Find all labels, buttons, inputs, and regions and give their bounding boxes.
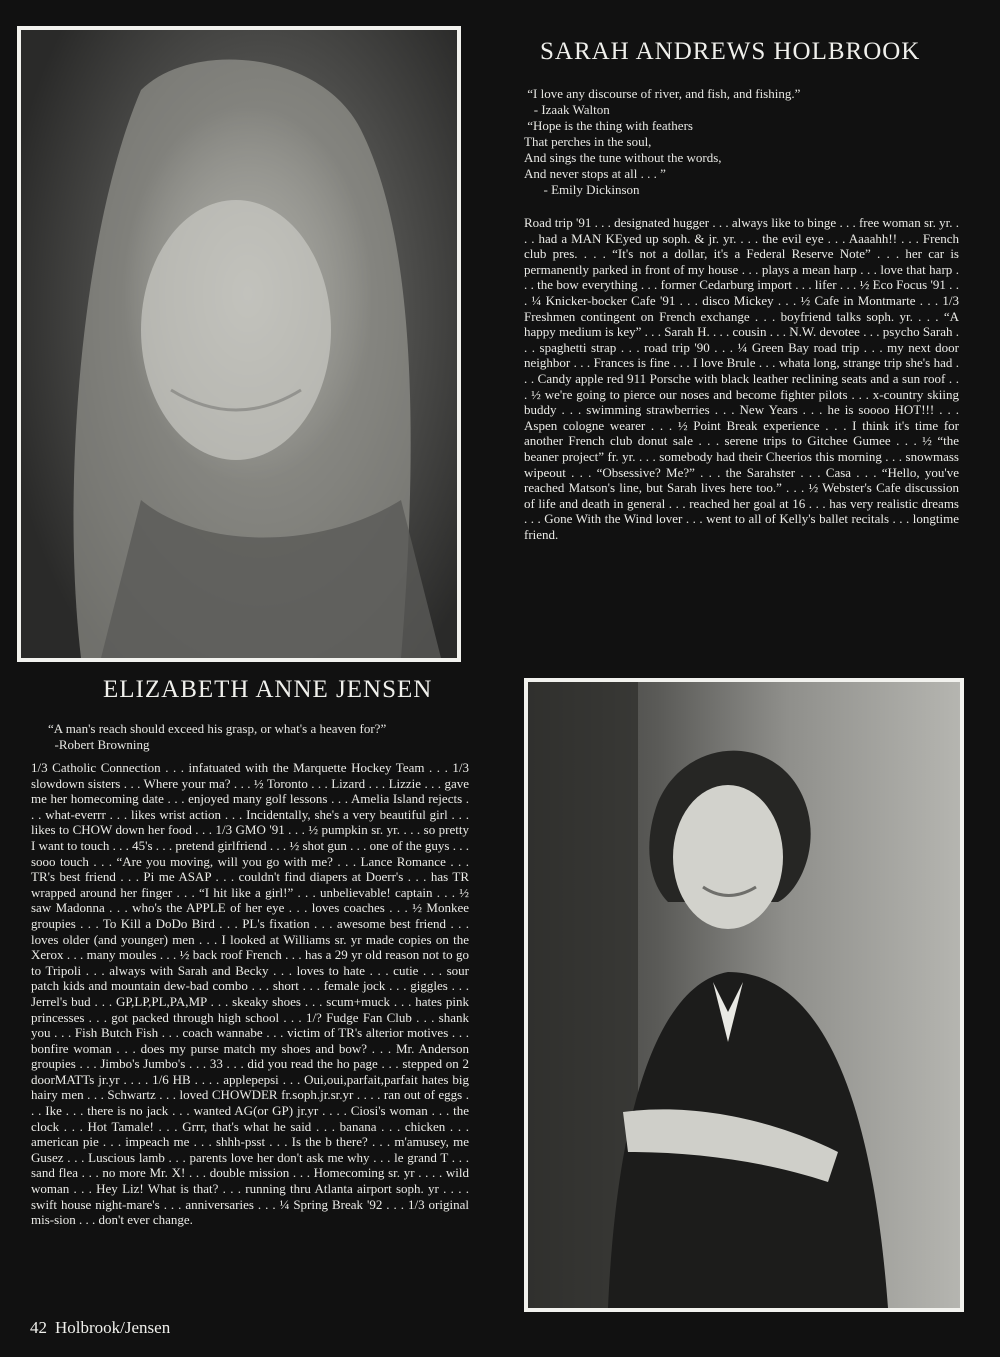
footer-names: Holbrook/Jensen (55, 1318, 171, 1337)
portrait-jensen-figure (528, 682, 960, 1308)
quote-line: And never stops at all . . . ” (524, 166, 666, 181)
name-heading-jensen: ELIZABETH ANNE JENSEN (103, 676, 433, 703)
bio-text-jensen: 1/3 Catholic Connection . . . infatuated with the Marquette Hockey Team . . . 1/3 slowdown sisters . . . Where your ma? . . . ½ Toronto . . . Lizard . . . Lizzie . . . gave me her homecoming date . . . enjoyed many golf lessons . . . Amelia Island rejects . . . what-everrr . . . likes wrist action . . . Incidentally, she's a very beautiful girl . . . likes to CHOW down her food . . . 1/3 GMO '91 . . . ½ pumpkin sr. yr. . . . so pretty I want to touch . . . 45's . . . pretend girlfriend . . . ½ shot gun . . . one of the guys . . . sooo touch . . . “Are you moving, will you go with me? . . . Lance Romance . . . TR's best friend . . . Pi me ASAP . . . couldn't find diapers at Doerr's . . . has TR wrapped around her finger . . . “I hit like a girl!” . . . unbelievable! captain . . . ½ saw Madonna . . . who's the APPLE of her eye . . . loves coaches . . . ½ Monkee groupies . . . To Kill a DoDo Bird . . . PL's fixation . . . awesome best friend . . . loves older (and younger) men . . . I looked at Williams sr. yr made copies on the Xerox . . . many moules . . . ½ back roof French . . . has a 29 yr old reason not to go to Tripoli . . . always with Sarah and Becky . . . loves to hate . . . cutie . . . sour patch kids and mountain dew-bad combo . . . short . . . female jock . . . giggles . . . Jerrel's bud . . . GP,LP,PL,PA,MP . . . skeaky shoes . . . scum+muck . . . hates pink princesses . . . got packed through high school . . . 1/? Fudge Fan Club . . . shank you . . . Fish Butch Fish . . . coach wannabe . . . victim of TR's alterior motives . . . bonfire woman . . . does my purse match my shoes and bow? . . . Mr. Anderson groupies . . . Jimbo's Jumbo's . . . 33 . . . did you read the ho page . . . stepped on 2 doorMATTs jr.yr . . . . 1/6 HB . . . . applepepsi . . . Oui,oui,parfait,parfait hates big hairy men . . . Schwartz . . . loved CHOWDER fr.soph.jr.sr.yr . . . . ran out of eggs . . . Ike . . . there is no jack . . . wanted AG(or GP) jr.yr . . . . Ciosi's woman . . . the clock . . . Hot Tamale! . . . Grrr, that's what he said . . . banana . . . chicken . . . american pie . . . impeach me . . . shhh-psst . . . Is the b there? . . . m'amusey, me Gusez . . . Luscious lamb . . . parents love her don't ask me why . . . le grand T . . . sand flea . . . no more Mr. X! . . . double mission . . . Homecoming sr. yr . . . . wild woman . . . Hey Liz! What is that? . . . running thru Atlanta airport soph. yr . . . . swift house night-mare's . . . anniversaries . . . ¼ Spring Break '92 . . . 1/3 original mis-sion . . . don't ever change. (31, 760, 469, 1228)
quote-line: - Izaak Walton (524, 102, 610, 117)
page-footer (30, 1318, 178, 1338)
quote-line: “A man's reach should exceed his grasp, or what's a heaven for?” (48, 721, 387, 736)
quote-line: -Robert Browning (48, 737, 150, 752)
quote-line: And sings the tune without the words, (524, 150, 722, 165)
quote-line: - Emily Dickinson (524, 182, 640, 197)
page-number: 42 (30, 1318, 47, 1337)
quote-block-jensen (48, 721, 386, 753)
portrait-photo-holbrook (17, 26, 461, 662)
quote-block-holbrook (524, 86, 800, 198)
quote-line: That perches in the soul, (524, 134, 652, 149)
portrait-photo-jensen (524, 678, 964, 1312)
name-heading-holbrook: SARAH ANDREWS HOLBROOK (540, 38, 921, 65)
portrait-holbrook-figure (21, 30, 457, 658)
bio-text-holbrook: Road trip '91 . . . designated hugger . . . always like to binge . . . free woman sr. yr. . . . had a MAN KEyed up soph. & jr. yr. . . . the evil eye . . . Aaaahh!! . . . French club pres. . . . “It's not a dollar, it's a Federal Reserve Note” . . . her car is permanently parked in front of my house . . . plays a mean harp . . . love that harp . . . the bow everything . . . former Cedarburg import . . . lifer . . . ½ Eco Focus '91 . . . ¼ Knicker-bocker Cafe '91 . . . disco Mickey . . . ½ Cafe in Montmarte . . . 1/3 Freshmen contingent on French exchange . . . boyfriend talks soph. yr. . . . “A happy medium is key” . . . Sarah H. . . . cousin . . . N.W. devotee . . . psycho Sarah . . . spaghetti strap . . . road trip '90 . . . ¼ Green Bay road trip . . . my next door neighbor . . . Frances is fine . . . I love Brule . . . whata long, strange trip she's had . . . Candy apple red 911 Porsche with black leather reclining seats and a sun roof . . . ½ we're going to pierce our noses and become fighter pilots . . . x-country skiing buddy . . . swimming strawberries . . . New Years . . . he is soooo HOT!!! . . . Aspen cologne wearer . . . ½ Point Break experience . . . I think it's time for another French club donut sale . . . serene trips to Gitchee Gumee . . . ½ “the beaner project” fr. yr. . . . somebody had their Cheerios this morning . . . snowmass wipeout . . . “Obsessive? Me?” . . . the Sarahster . . . Casa . . . “Hello, you've reached Matson's line, but Sarah lives here too.” . . . ½ Webster's Cafe discussion of life and death in general . . . reached her goal at 16 . . . has very realistic dreams . . . Gone With the Wind lover . . . went to all of Kelly's ballet recitals . . . longtime friend. (524, 215, 959, 542)
quote-line: “Hope is the thing with feathers (524, 118, 693, 133)
quote-line: “I love any discourse of river, and fish, and fishing.” (524, 86, 801, 101)
